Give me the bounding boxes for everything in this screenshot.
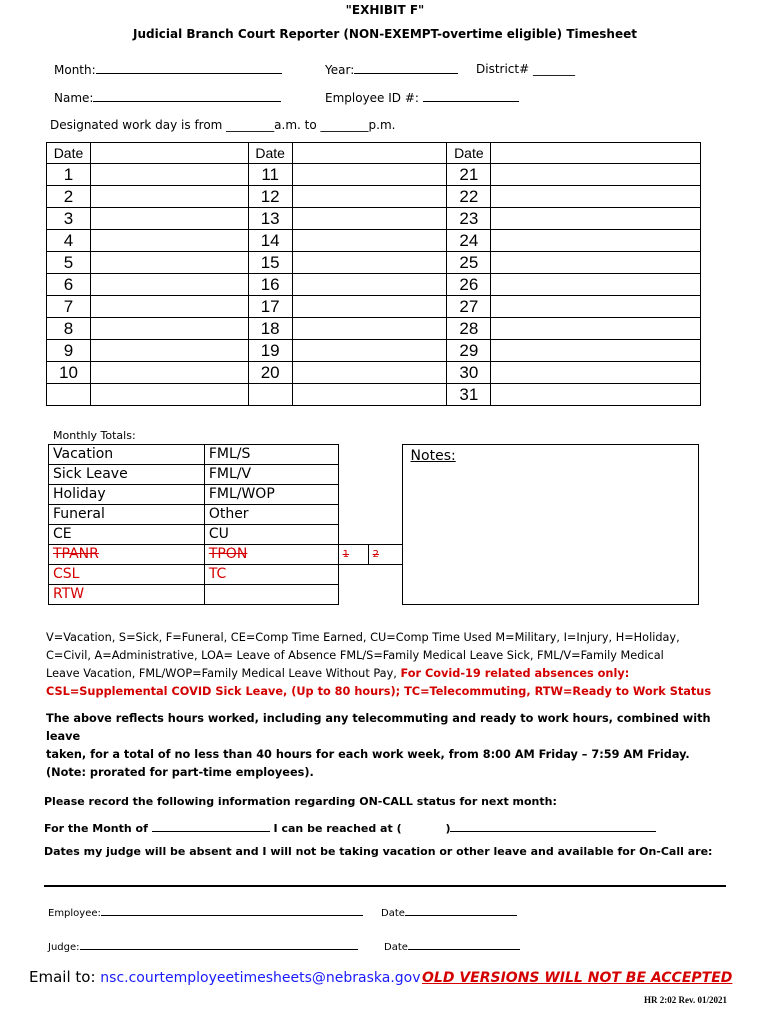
- district-field[interactable]: District# _______: [476, 62, 575, 76]
- notes-box[interactable]: [402, 445, 698, 605]
- hours-statement: [46, 710, 726, 782]
- date-cell: 7: [47, 296, 91, 318]
- hours-entry-cell[interactable]: [292, 362, 447, 384]
- email-prefix: Email to:: [29, 968, 96, 986]
- total-entry-cell[interactable]: [338, 585, 368, 605]
- date-cell: 26: [447, 274, 491, 296]
- date-header: Date: [248, 143, 292, 164]
- total-entry-cell[interactable]: 1: [338, 545, 368, 565]
- date-cell: 3: [47, 208, 91, 230]
- covid-note: For Covid-19 related absences only:: [400, 667, 630, 680]
- monthly-totals-label: Monthly Totals:: [53, 429, 136, 442]
- hours-entry-cell[interactable]: [292, 384, 447, 406]
- month-label: Month:: [54, 63, 96, 77]
- form-code: HR 2:02 Rev. 01/2021: [644, 995, 727, 1005]
- legend-line-2: C=Civil, A=Administrative, LOA= Leave of Absence FML/S=Family Medical Leave Sick, FML/V=Family Medical: [46, 649, 664, 662]
- hours-entry-cell[interactable]: [292, 230, 447, 252]
- hours-entry-cell[interactable]: [491, 252, 701, 274]
- hours-entry-cell[interactable]: [491, 186, 701, 208]
- hours-header-cell: [292, 143, 447, 164]
- leave-type-label: CU: [204, 525, 338, 545]
- name-field[interactable]: [54, 90, 281, 105]
- leave-type-label: TPON: [204, 545, 338, 565]
- statement-line-2: taken, for a total of no less than 40 hours for each work week, from 8:00 AM Friday – 7:59 AM Friday.: [46, 748, 690, 761]
- date-cell: 9: [47, 340, 91, 362]
- total-entry-cell[interactable]: [338, 445, 368, 465]
- leave-type-label: FML/V: [204, 465, 338, 485]
- year-field[interactable]: [325, 62, 458, 77]
- hours-entry-cell[interactable]: [491, 274, 701, 296]
- judge-date-row[interactable]: [384, 938, 520, 953]
- hours-entry-cell[interactable]: [491, 296, 701, 318]
- hours-entry-cell[interactable]: [491, 340, 701, 362]
- date-cell: 21: [447, 164, 491, 186]
- hours-entry-cell[interactable]: [292, 252, 447, 274]
- leave-type-label: Funeral: [49, 505, 205, 525]
- leave-type-label: Sick Leave: [49, 465, 205, 485]
- employee-id-field[interactable]: [325, 90, 519, 105]
- covid-codes: CSL=Supplemental COVID Sick Leave, (Up to 80 hours); TC=Telecommuting, RTW=Ready to Work Status: [46, 685, 712, 698]
- date-cell: 28: [447, 318, 491, 340]
- date-cell: 1: [47, 164, 91, 186]
- leave-type-label: CSL: [49, 565, 205, 585]
- date-cell: 25: [447, 252, 491, 274]
- date-header: Date: [47, 143, 91, 164]
- hours-entry-cell[interactable]: [90, 318, 248, 340]
- leave-type-label: TPANR: [49, 545, 205, 565]
- hours-header-cell: [90, 143, 248, 164]
- hours-entry-cell[interactable]: [491, 362, 701, 384]
- legend-line-3-text: Leave Vacation, FML/WOP=Family Medical Leave Without Pay,: [46, 667, 397, 680]
- hours-entry-cell[interactable]: [292, 274, 447, 296]
- date-cell: 23: [447, 208, 491, 230]
- employee-date-row[interactable]: [381, 904, 517, 919]
- total-entry-cell[interactable]: [338, 485, 368, 505]
- hours-entry-cell[interactable]: [90, 296, 248, 318]
- judge-date-label: Date: [384, 942, 408, 953]
- leave-type-label: CE: [49, 525, 205, 545]
- hours-entry-cell[interactable]: [491, 208, 701, 230]
- date-cell: 14: [248, 230, 292, 252]
- date-cell: 5: [47, 252, 91, 274]
- total-entry-cell[interactable]: [368, 525, 402, 545]
- hours-entry-cell[interactable]: [90, 384, 248, 406]
- code-legend: [46, 629, 726, 701]
- date-cell: 27: [447, 296, 491, 318]
- date-cell: 4: [47, 230, 91, 252]
- total-entry-cell[interactable]: [338, 465, 368, 485]
- phone-line[interactable]: [450, 820, 656, 832]
- date-cell: 29: [447, 340, 491, 362]
- hours-entry-cell[interactable]: [292, 296, 447, 318]
- date-cell: 6: [47, 274, 91, 296]
- leave-type-label: FML/S: [204, 445, 338, 465]
- month-line[interactable]: [96, 62, 282, 74]
- date-cell: 18: [248, 318, 292, 340]
- date-cell: 24: [447, 230, 491, 252]
- leave-type-label: RTW: [49, 585, 205, 605]
- dates-absent-label: Dates my judge will be absent and I will not be taking vacation or other leave and available for On-Call are:: [44, 845, 713, 858]
- employee-id-line[interactable]: [423, 90, 519, 102]
- date-cell: 8: [47, 318, 91, 340]
- employee-signature-label: Employee:: [48, 908, 101, 919]
- hours-entry-cell[interactable]: [292, 318, 447, 340]
- judge-signature-line[interactable]: [80, 938, 358, 950]
- leave-type-label: TC: [204, 565, 338, 585]
- statement-line-1: The above reflects hours worked, including any telecommuting and ready to work hours, combined with leave: [46, 712, 711, 743]
- hours-entry-cell[interactable]: [292, 340, 447, 362]
- leave-type-label: FML/WOP: [204, 485, 338, 505]
- notes-label: Notes:: [410, 448, 456, 464]
- hours-entry-cell[interactable]: [292, 186, 447, 208]
- hours-header-cell: [491, 143, 701, 164]
- date-cell: 19: [248, 340, 292, 362]
- date-cell: 16: [248, 274, 292, 296]
- oncall-month-line[interactable]: [152, 820, 270, 832]
- month-field[interactable]: [54, 62, 282, 77]
- hours-entry-cell[interactable]: [90, 362, 248, 384]
- workday-field[interactable]: Designated work day is from ________a.m. to ________p.m.: [50, 118, 396, 132]
- date-cell: 12: [248, 186, 292, 208]
- dates-table: [46, 142, 701, 406]
- oncall-intro: Please record the following information regarding ON-CALL status for next month:: [44, 795, 557, 808]
- date-cell: [47, 384, 91, 406]
- statement-line-3: (Note: prorated for part-time employees).: [46, 766, 314, 779]
- email-row: [29, 968, 421, 986]
- total-entry-cell[interactable]: [338, 505, 368, 525]
- leave-type-label: Vacation: [49, 445, 205, 465]
- judge-date-line[interactable]: [408, 938, 520, 950]
- leave-type-label: Other: [204, 505, 338, 525]
- exhibit-label: "EXHIBIT F": [345, 3, 425, 17]
- total-entry-cell[interactable]: [368, 565, 402, 585]
- totals-table: [48, 444, 699, 605]
- hours-entry-cell[interactable]: [90, 340, 248, 362]
- date-cell: 11: [248, 164, 292, 186]
- total-entry-cell[interactable]: [368, 465, 402, 485]
- date-cell: 10: [47, 362, 91, 384]
- legend-line-1: V=Vacation, S=Sick, F=Funeral, CE=Comp Time Earned, CU=Comp Time Used M=Military, I=Injury, H=Holiday,: [46, 631, 680, 644]
- hours-entry-cell[interactable]: [90, 164, 248, 186]
- dates-absent-line[interactable]: [44, 885, 726, 887]
- name-label: Name:: [54, 91, 94, 105]
- hours-entry-cell[interactable]: [90, 186, 248, 208]
- total-entry-cell[interactable]: [368, 445, 402, 465]
- hours-entry-cell[interactable]: [90, 252, 248, 274]
- total-entry-cell[interactable]: 2: [368, 545, 402, 565]
- hours-entry-cell[interactable]: [90, 274, 248, 296]
- date-cell: 30: [447, 362, 491, 384]
- name-line[interactable]: [93, 90, 281, 102]
- total-entry-cell[interactable]: [368, 485, 402, 505]
- employee-date-label: Date: [381, 908, 405, 919]
- hours-entry-cell[interactable]: [491, 164, 701, 186]
- employee-signature-line[interactable]: [101, 904, 363, 916]
- hours-entry-cell[interactable]: [90, 230, 248, 252]
- total-entry-cell[interactable]: [368, 505, 402, 525]
- hours-entry-cell[interactable]: [292, 208, 447, 230]
- year-label: Year:: [325, 63, 355, 77]
- hours-entry-cell[interactable]: [292, 164, 447, 186]
- form-title: Judicial Branch Court Reporter (NON-EXEMPT-overtime eligible) Timesheet: [133, 27, 637, 41]
- date-cell: 22: [447, 186, 491, 208]
- total-entry-cell[interactable]: [368, 585, 402, 605]
- old-versions-warning: OLD VERSIONS WILL NOT BE ACCEPTED: [422, 970, 733, 986]
- employee-signature-row[interactable]: [48, 904, 363, 919]
- total-entry-cell[interactable]: [338, 525, 368, 545]
- hours-entry-cell[interactable]: [491, 384, 701, 406]
- judge-signature-row[interactable]: [48, 938, 358, 953]
- employee-id-label: Employee ID #:: [325, 91, 419, 105]
- hours-entry-cell[interactable]: [90, 208, 248, 230]
- reach-close: ): [445, 822, 451, 835]
- email-link[interactable]: nsc.courtemployeetimesheets@nebraska.gov: [100, 970, 421, 986]
- judge-signature-label: Judge:: [48, 942, 80, 953]
- employee-date-line[interactable]: [405, 904, 517, 916]
- legend-line-3: [46, 665, 726, 683]
- hours-entry-cell[interactable]: [491, 230, 701, 252]
- leave-type-label: Holiday: [49, 485, 205, 505]
- oncall-month-row[interactable]: [44, 820, 656, 835]
- date-cell: [248, 384, 292, 406]
- date-cell: 2: [47, 186, 91, 208]
- date-header: Date: [447, 143, 491, 164]
- hours-entry-cell[interactable]: [491, 318, 701, 340]
- reach-label: I can be reached at (: [273, 822, 402, 835]
- date-cell: 31: [447, 384, 491, 406]
- oncall-month-label: For the Month of: [44, 822, 148, 835]
- date-cell: 13: [248, 208, 292, 230]
- leave-type-label: [204, 585, 338, 605]
- total-entry-cell[interactable]: [338, 565, 368, 585]
- date-cell: 17: [248, 296, 292, 318]
- year-line[interactable]: [354, 62, 458, 74]
- date-cell: 20: [248, 362, 292, 384]
- date-cell: 15: [248, 252, 292, 274]
